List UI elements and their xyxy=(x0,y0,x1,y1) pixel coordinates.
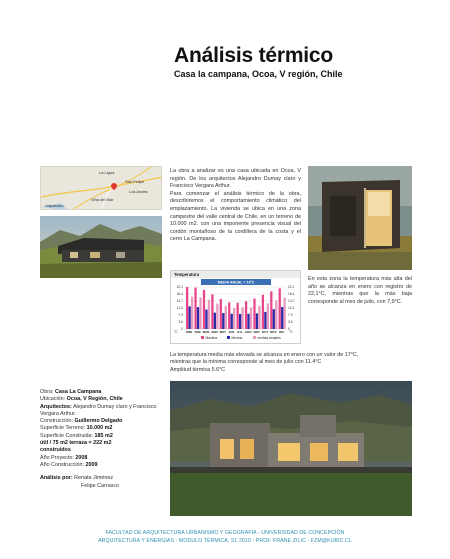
mean-temperature-note xyxy=(170,352,410,374)
chart-bar xyxy=(203,290,205,329)
chart-legend-label: medias anuales xyxy=(257,335,281,340)
info-util: útil / 75 m2 terraza = 222 m2 xyxy=(40,440,112,447)
chart-bar xyxy=(216,304,218,329)
mean-note-line: mientras que la mínima corresponde al mes de julio con 11.4°C xyxy=(170,359,322,366)
chart-y-tick-label: 0 xyxy=(181,327,183,332)
chart-y-tick-label: 11.0 xyxy=(288,306,295,311)
chart-bar xyxy=(239,314,241,329)
chart-bar xyxy=(214,313,216,329)
chart-x-tick-label: DIC xyxy=(279,330,285,334)
chart-legend-swatch xyxy=(201,336,204,339)
chart-bar xyxy=(275,300,277,329)
chart-bar xyxy=(237,303,239,329)
chart-x-tick-label: AGO xyxy=(244,330,252,334)
chart-bar xyxy=(231,314,233,329)
chart-bar xyxy=(270,291,272,329)
chart-x-tick-label: ABR xyxy=(211,330,218,334)
house-landscape-photo xyxy=(40,216,162,278)
chart-bar xyxy=(228,302,230,329)
intro-paragraph: La obra a analizar es una casa ubicada en Ocoa, V región. De los arquitectos Alejandro Dumay claro y Francisco Vergara Arthur. xyxy=(170,168,301,190)
chart-bar xyxy=(186,287,188,329)
info-construida: Superficie Construida: 185 m2 xyxy=(40,432,113,439)
chart-bar xyxy=(253,299,255,329)
chart-bar xyxy=(211,294,213,329)
chart-y-tick-label: 7.3 xyxy=(288,313,293,318)
page-title: Análisis térmico xyxy=(174,44,334,67)
chart-y-tick-label: 14.7 xyxy=(288,299,295,304)
map-town-label: Valparaiso xyxy=(45,203,64,208)
mean-note-line: La temperatura media más elevada se alcanza en enero con un valor de 17°C, xyxy=(170,352,359,358)
chart-legend-swatch xyxy=(253,336,256,339)
chart-y-tick-label: 18.4 xyxy=(176,292,183,297)
chart-x-tick-label: FEB xyxy=(194,330,201,334)
chart-x-tick-label: SEP xyxy=(253,330,260,334)
chart-bar xyxy=(188,306,190,329)
intro-paragraph: Para comenzar el análisis térmico de la obra, describiremos el comportamiento climático del emplazamiento. La vivienda se ubica en una zona campestre del valle central de Chile, en un terreno de 10.000 m2. con una imponente presencia visual del cordón montañoso de la cordillera de la costa y el cerro La Campana. xyxy=(170,190,301,243)
mean-note-line: Amplitud térmica 5.6°C xyxy=(170,366,226,373)
chart-bar xyxy=(197,307,199,329)
chart-y-tick-label: 22.1 xyxy=(288,285,295,290)
chart-y-tick-label: 3.6 xyxy=(288,320,293,325)
chart-bar xyxy=(256,313,258,329)
chart-y-unit: °C xyxy=(174,330,178,334)
page-footer xyxy=(0,530,450,545)
info-util-cont: construidos xyxy=(40,447,71,454)
chart-bar xyxy=(247,314,249,329)
info-analisis: Análisis por: Renata Jiménez xyxy=(40,475,114,482)
chart-bar xyxy=(279,288,281,329)
chart-bar xyxy=(222,313,224,329)
chart-bar xyxy=(281,307,283,329)
chart-x-tick-label: MAY xyxy=(219,330,227,334)
chart-y-tick-label: 14.7 xyxy=(176,299,183,304)
info-proyecto: Año Proyecto: 2008 xyxy=(40,454,88,461)
info-ubicacion: Ubicación: Ocoa, V Región, Chile xyxy=(40,396,123,403)
chart-x-tick-label: ENE xyxy=(186,330,193,334)
chart-bar xyxy=(194,288,196,329)
project-info xyxy=(40,389,162,490)
chart-y-unit: °C xyxy=(289,330,293,334)
info-arquitectos: Arquitectos: Alejandro Dumay claro y Francisco Vergara Arthur. xyxy=(40,403,157,417)
chart-y-tick-label: 3.6 xyxy=(178,320,183,325)
chart-bar xyxy=(191,297,193,329)
chart-y-tick-label: 22.1 xyxy=(176,285,183,290)
chart-bar xyxy=(262,295,264,329)
info-construccion: Construcción: Guillermo Delgado xyxy=(40,418,123,425)
cube-house-photo xyxy=(308,166,412,270)
footer-line: FACULTAD DE ARQUITECTURA URBANISMO Y GEOGRAFÍA - UNIVERSIDAD DE CONCEPCIÓN xyxy=(105,530,345,536)
chart-bar xyxy=(284,298,286,329)
info-anio-construccion: Año Construcción: 2009 xyxy=(40,461,98,468)
chart-bar xyxy=(267,303,269,329)
chart-y-tick-label: 7.3 xyxy=(178,313,183,318)
chart-bar xyxy=(199,297,201,329)
chart-x-tick-label: MAR xyxy=(202,330,210,334)
chart-bar xyxy=(225,306,227,329)
footer-line: ARQUITECTURA Y ENERGÍAS - MODULO TÉRMICA; S1 2010 - PROF. FRANE ZILIC - FZM@KUBIC.CL xyxy=(98,537,352,544)
page-subtitle: Casa la campana, Ocoa, V región, Chile xyxy=(174,69,343,79)
chart-x-tick-label: JUN xyxy=(228,330,235,334)
info-analisis-cont: Felipe Carrasco xyxy=(81,482,120,489)
chart-legend-label: Mínima xyxy=(231,335,243,340)
chart-legend-label: Máxima xyxy=(205,335,218,340)
map-town-label: Los Andes xyxy=(129,189,148,194)
map-town-label: Viña del Mar xyxy=(91,197,114,202)
info-obra: Obra: Casa La Campana xyxy=(40,389,102,395)
chart-bar xyxy=(245,301,247,329)
chart-bar xyxy=(264,312,266,329)
map-town-label: La Ligua xyxy=(99,170,115,175)
intro-text xyxy=(170,168,301,244)
chart-bar xyxy=(220,299,222,329)
house-night-photo xyxy=(170,381,412,516)
chart-bar xyxy=(258,306,260,329)
chart-plot xyxy=(171,278,300,343)
chart-bar xyxy=(241,307,243,329)
chart-bar xyxy=(273,309,275,329)
chart-x-tick-label: OCT xyxy=(261,330,269,334)
temperature-chart xyxy=(170,270,301,344)
map-town-label: San Felipe xyxy=(125,179,145,184)
info-terreno: Superficie Terreno: 10.000 m2 xyxy=(40,425,113,432)
chart-y-tick-label: 11.0 xyxy=(176,306,183,311)
chart-legend-swatch xyxy=(227,336,230,339)
chart-bar xyxy=(205,310,207,329)
chart-bar xyxy=(250,308,252,329)
temperature-note: En esta zona la temperatura más alta del año se alcanza en enero con registro de 22,1°C, mientras que la más baja corresponde al mes de julio, con 7,9°C. xyxy=(308,276,412,305)
chart-title: Temperatura xyxy=(171,271,300,278)
chart-bar xyxy=(208,300,210,329)
chart-x-tick-label: JUL xyxy=(236,330,243,334)
chart-y-tick-label: 18.4 xyxy=(288,292,295,297)
location-map xyxy=(40,166,162,210)
chart-bar xyxy=(233,308,235,329)
chart-banner-text: MEDIA ANUAL = 14ºC xyxy=(217,280,255,285)
chart-x-tick-label: NOV xyxy=(270,330,277,334)
chart-y-tick-label: 0 xyxy=(288,327,290,332)
